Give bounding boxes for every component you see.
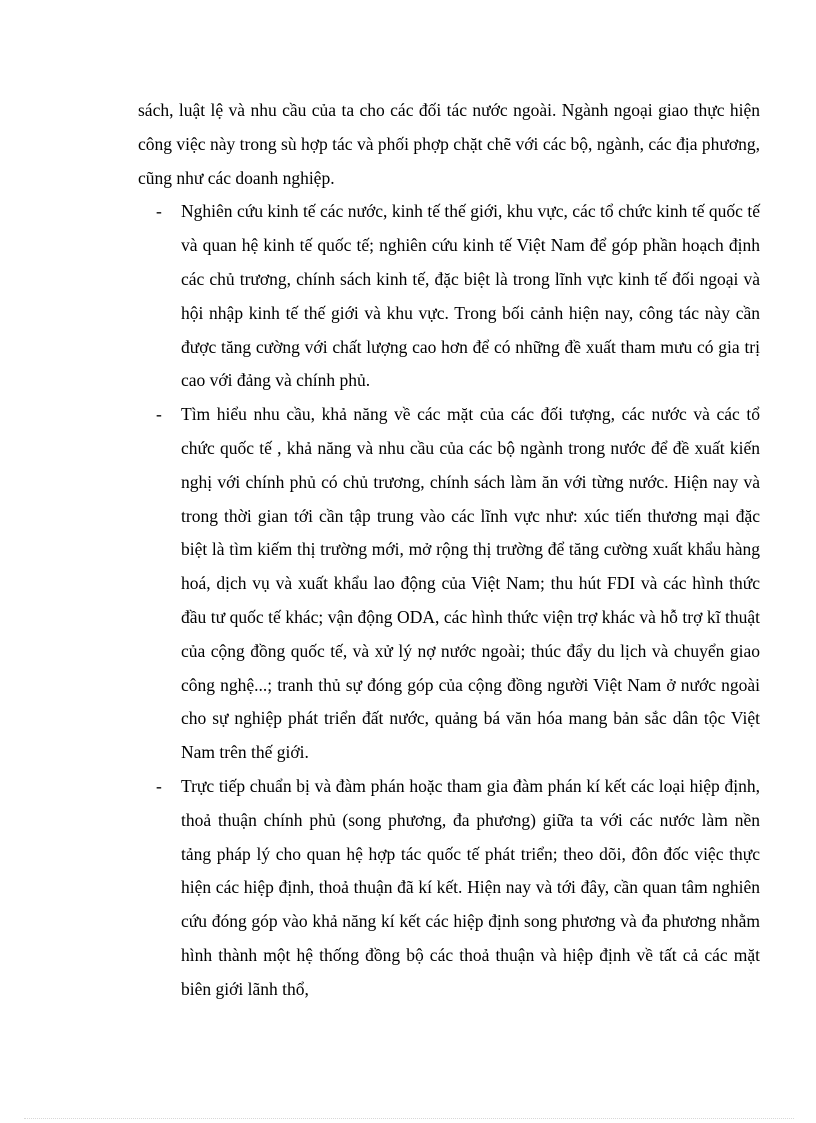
page-bottom-edge bbox=[24, 1118, 794, 1119]
document-body bbox=[138, 94, 760, 1007]
bullet-list bbox=[138, 195, 760, 1006]
bullet-text: Trực tiếp chuẩn bị và đàm phán hoặc tham gia đàm phán kí kết các loại hiệp định, thoả thuận chính phủ (song phương, đa phương) giữa ta với các nước làm nền tảng pháp lý cho quan hệ hợp tác quốc tế phát triển; theo dõi, đôn đốc việc thực hiện các hiệp định, thoả thuận đã kí kết. Hiện nay và tới đây, cần quan tâm nghiên cứu đóng góp vào khả năng kí kết các hiệp định song phương và đa phương nhằm hình thành một hệ thống đồng bộ các thoả thuận và hiệp định về tất cả các mặt biên giới lãnh thổ, bbox=[181, 775, 760, 999]
intro-paragraph: sách, luật lệ và nhu cầu của ta cho các đối tác nước ngoài. Ngành ngoại giao thực hiện công việc này trong sù hợp tác và phối phợp chặt chẽ với các bộ, ngành, các địa phương, cũng như các doanh nghiệp. bbox=[138, 100, 760, 188]
bullet-item-research bbox=[138, 195, 760, 398]
bullet-text: Nghiên cứu kinh tế các nước, kinh tế thế giới, khu vực, các tổ chức kinh tế quốc tế và quan hệ kinh tế quốc tế; nghiên cứu kinh tế Việt Nam để góp phần hoạch định các chủ trương, chính sách kinh tế, đặc biệt là trong lĩnh vực kinh tế đối ngoại và hội nhập kinh tế thế giới và khu vực. Trong bối cảnh hiện nay, công tác này cần được tăng cường với chất lượng cao hơn để có những đề xuất tham mưu có gia trị cao với đảng và chính phủ. bbox=[181, 201, 760, 391]
bullet-dash: - bbox=[156, 775, 162, 796]
bullet-item-needs bbox=[138, 398, 760, 770]
bullet-dash: - bbox=[156, 201, 162, 222]
bullet-text: Tìm hiểu nhu cầu, khả năng về các mặt của các đối tượng, các nước và các tổ chức quốc tế , khả năng và nhu cầu của các bộ ngành trong nước để đề xuất kiến nghị với chính phủ có chủ trương, chính sách làm ăn với từng nước. Hiện nay và trong thời gian tới cần tập trung vào các lĩnh vực như: xúc tiến thương mại đặc biệt là tìm kiếm thị trường mới, mở rộng thị trường để tăng cường xuất khẩu hàng hoá, dịch vụ và xuất khẩu lao động của Việt Nam; thu hút FDI và các hình thức đầu tư quốc tế khác; vận động ODA, các hình thức viện trợ khác và hỗ trợ kĩ thuật của cộng đồng quốc tế, và xử lý nợ nước ngoài; thúc đẩy du lịch và chuyển giao công nghệ...; tranh thủ sự đóng góp của cộng đồng người Việt Nam ở nước ngoài cho sự nghiệp phát triển đất nước, quảng bá văn hóa mang bản sắc dân tộc Việt Nam trên thế giới. bbox=[181, 404, 760, 763]
bullet-item-negotiation bbox=[138, 770, 760, 1007]
bullet-dash: - bbox=[156, 404, 162, 425]
